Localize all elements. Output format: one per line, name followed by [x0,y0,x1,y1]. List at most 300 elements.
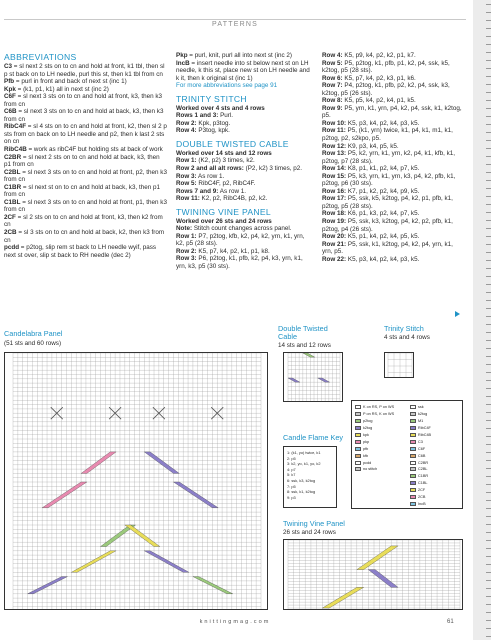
abbreviation-term: pcdd [4,244,20,252]
candelabra-title: Candelabra Panel [4,329,63,338]
ruler-tick [486,204,491,205]
abbreviation-term: Pkp [176,52,188,59]
key-entry [355,445,394,452]
key-swatch [410,426,416,430]
ruler-tick [486,244,491,245]
key-label: IncB [418,501,426,506]
row-label: Row 16: [322,187,347,195]
abbreviation-item [4,199,167,214]
ruler-tick [486,324,491,325]
key-entry [410,404,431,411]
ruler-tick [486,372,491,373]
abbreviation-term: C1BR [4,183,22,191]
twisted-chart-title: Double Twisted Cable [278,324,328,342]
row-text: As row 1. [218,187,246,195]
key-label: C6B [418,453,426,458]
cable-stitch [288,378,300,382]
abbreviation-item [4,93,167,108]
row-label: Row 10: [322,119,347,127]
ruler-tick [486,596,491,597]
key-label: C6F [418,446,426,451]
key-label: pfb [363,446,369,451]
page-edge-ruler [473,0,491,640]
twisted-grid [284,353,343,402]
ruler-tick [486,436,491,437]
ruler-tick [486,412,491,413]
pattern-row [176,120,313,128]
ruler-tick [486,604,491,605]
ruler-tick [486,356,491,357]
candle-note: 3: k2, yo, k1, yo, k2 [287,461,321,467]
key-swatch [355,412,361,416]
ruler-tick [486,156,491,157]
ruler-tick [486,116,491,117]
abbreviation-def: = purl in front and back of next st (inc 1) [14,78,127,86]
pattern-row [322,188,464,196]
ruler-tick [486,396,491,397]
pattern-row [322,105,464,120]
more-abbreviations-link[interactable]: For more abbreviations see page 91 [176,82,278,90]
abbreviation-item [4,123,167,146]
ruler-tick [486,148,491,149]
ruler-tick [486,4,491,5]
key-entry [355,411,394,418]
ruler-tick [486,492,491,493]
key-label: K on RS, P on WS [363,405,395,410]
pattern-row [322,60,464,75]
ruler-tick [486,340,491,341]
key-swatch [410,440,416,444]
abbreviation-item [4,63,167,78]
ruler-tick [486,332,491,333]
ruler-tick [486,84,491,85]
candle-note: 2: p5 [287,455,296,461]
row-text: K5, p7, k4, p2, k1, p1, k8. [196,247,270,255]
key-entry [355,404,394,411]
ruler-tick [486,276,491,277]
ruler-tick [486,364,491,365]
twining-chart-title: Twining Vine Panel [283,519,345,528]
ruler-tick [486,308,491,309]
ruler-tick [486,284,491,285]
abbreviation-def: = sl next 2 sts on to cn and hold at back, k3, then p1 from cn [4,153,160,169]
key-entry [355,418,394,425]
candle-note: 9: p3 [287,494,296,500]
ruler-tick [486,12,491,13]
abbreviation-term: C6F [4,93,16,101]
abbreviation-def: = (k1, p1, k1) all in next st (inc 2) [15,85,109,93]
cable-stitch [81,452,116,474]
key-entry [410,418,431,425]
ruler-tick [486,172,491,173]
ruler-tick [486,92,491,93]
row-text: K5, p3, k4, p2, k4, p3, k5. [346,255,420,263]
candelabra-chart [4,352,268,610]
ruler-tick [486,268,491,269]
pattern-row [176,255,313,270]
abbreviation-def: = sl next 2 sts on to cn and hold at front, k1 tbl, then sl p st back on to LH needle, purl this st, then k1 tbl from cn [4,63,165,78]
row-text: P5, (k1, yrn) twice, k1, p4, k1, m1, k1, p2tog, p2, s2kpo, p5. [322,127,453,143]
row-text: P4, p2tog, k1, pfb, p2, k2, p4, ssk, k3, k2tog, p5 (26 sts). [322,82,450,97]
key-swatch [355,467,361,471]
row-text: Purl. [218,112,234,120]
row-label: Row 4: [176,127,197,135]
row-text: K2, p2, RibC4B, p2, k2. [199,195,268,203]
pattern-row [322,210,464,218]
twining-heading: TWINING VINE PANEL [176,206,272,217]
key-label: M1 [418,419,424,424]
key-label: RibC4F [418,426,431,431]
row-label: Row 3: [176,255,197,263]
row-label: Row 5: [322,59,343,67]
row-text: Kpk, p3tog. [196,119,231,127]
key-entry [355,466,394,473]
key-entry [355,459,394,466]
row-label: Row 1: [176,232,197,240]
middle-column [176,52,313,271]
abbreviation-item [4,78,167,86]
abbreviation-term: Kpk [4,85,16,93]
abbreviation-def: = sl next st on to cn and hold at back, k3, then p1 from cn [4,183,160,199]
twining-chart-sub: 26 sts and 24 rows [283,529,336,536]
twisted-chart-sub: 14 sts and 12 rows [278,342,331,349]
pattern-row [322,127,464,142]
row-label: Row 9: [322,104,343,112]
row-text: P5, ssk, k5, k2tog, p4, k2, p1, pfb, k1, p2tog, p5 (28 sts). [322,195,453,210]
key-entry [410,445,431,452]
row-text: K6, p1, k3, p2, k4, p7, k5. [346,210,420,218]
ruler-tick [486,572,491,573]
row-label: Row 19: [322,218,347,226]
pattern-row [176,165,313,173]
abbreviation-item [176,52,313,60]
row-label: Row 22: [322,255,347,263]
abbreviation-item [176,60,313,83]
ruler-tick [486,612,491,613]
cable-stitch [303,353,315,357]
ruler-tick [486,636,491,637]
row-text: K5, p7, k4, p2, k3, p1, k6. [342,74,416,82]
pattern-row [322,82,464,97]
row-label: Row 8: [322,97,343,105]
key-label: C2BR [418,460,429,465]
candle-key-box [283,446,337,508]
row-text: K5, p1, k4, p2, k4, p5, k5. [346,233,420,241]
row-label: Row 5: [176,180,197,188]
ruler-tick [486,556,491,557]
pattern-row [322,256,464,264]
pattern-row [176,173,313,181]
pattern-row [322,218,464,233]
pattern-row [176,157,313,165]
twisted-chart [283,352,343,402]
abbreviation-def: = work as ribC4F but holding sts at back of work [26,146,163,154]
ruler-tick [486,484,491,485]
ruler-tick [486,180,491,181]
key-entry [410,438,431,445]
key-entry [410,494,431,501]
key-swatch [410,405,416,409]
row-text: (K2, p2) 3 times, k2. [196,157,255,165]
key-label: k2tog [363,426,373,431]
trinity-chart-title: Trinity Stitch [384,324,424,333]
key-swatch [410,419,416,423]
abbreviation-def: = purl, knit, purl all into next st (inc 2) [187,52,293,59]
abbreviation-term: C1BL [4,198,21,206]
twining-chart [283,539,463,610]
abbreviation-item [4,214,167,229]
row-label: Row 20: [322,233,347,241]
pattern-row [322,52,464,60]
twining-grid [284,540,463,610]
key-swatch [410,467,416,471]
ruler-tick [486,20,491,21]
key-swatch [355,426,361,430]
row-text: P5, ssk, k3, k2tog, p4, k2, p2, pfb, k1, p2tog, p4 (26 sts). [322,218,453,233]
key-swatch [355,405,361,409]
key-label: C3 [418,439,423,444]
key-label: 2CF [418,488,426,493]
twisted-lead: Worked over 14 sts and 12 rows [176,149,272,157]
key-swatch [410,412,416,416]
pattern-row [176,112,313,120]
ruler-tick [486,228,491,229]
abbreviation-def: = sl next 3 sts on to cn and hold at front, p2, then k3 from cn [4,168,167,184]
pattern-row [176,127,313,135]
abbreviation-item [4,108,167,123]
key-entry [410,432,431,439]
ruler-tick [486,260,491,261]
ruler-tick [486,524,491,525]
key-entry [410,425,431,432]
candelabra-grid [5,353,268,610]
ruler-tick [486,140,491,141]
ruler-tick [486,196,491,197]
cable-stitch [71,551,116,573]
abbreviation-def: = sl 2 sts on to cn and hold at front, k3, then k2 from cn [4,213,163,229]
row-label: Rows 1 and 3: [176,112,219,120]
key-label: no stitch [363,467,378,472]
ruler-tick [486,68,491,69]
abbreviation-def: = sl 4 sts on to cn and hold at front, k2, then sl 2 p sts from cn back on to LH needle and p2, then k last 2 sts on cn [4,123,167,146]
trinity-chart-sub: 4 sts and 4 rows [384,334,430,341]
ruler-tick [486,44,491,45]
key-swatch [410,488,416,492]
twisted-heading: DOUBLE TWISTED CABLE [176,138,289,149]
row-text: As row 1. [196,172,225,180]
key-entry [410,466,431,473]
row-text: K5, p3, k4, p2, k4, p3, k5. [346,119,420,127]
key-label: P on RS, K on WS [363,412,395,417]
ruler-tick [486,252,491,253]
key-entry [410,459,431,466]
key-swatch [410,502,416,506]
key-entry [410,473,431,480]
abbreviations-heading: ABBREVIATIONS [4,52,77,62]
row-text: K5, p9, k4, p2, k2, p1, k7. [342,52,416,59]
ruler-tick [486,420,491,421]
ruler-tick [486,52,491,53]
abbreviation-term: 2CF [4,213,16,221]
ruler-tick [486,500,491,501]
key-entry [410,452,431,459]
ruler-tick [486,164,491,165]
row-label: Row 1: [176,157,197,165]
key-entry [355,438,394,445]
key-swatch [355,454,361,458]
trinity-lead: Worked over 4 sts and 4 rows [176,104,265,112]
abbreviation-term: RibC4B [4,146,27,154]
abbreviation-def: = sl next 3 sts on to cn and hold at front, k3, then k3 from cn [4,93,163,108]
ruler-tick [486,124,491,125]
key-label: ssk [418,405,424,410]
key-label: kpk [363,433,369,437]
section-header: PATTERNS [0,13,470,31]
row-label: Row 18: [322,210,347,218]
ruler-tick [486,468,491,469]
key-label: pcdd [363,460,372,465]
candle-note: 4: p7 [287,466,296,472]
row-label: Row 2: [176,247,197,255]
ruler-tick [486,476,491,477]
cable-stitch [318,378,330,382]
ruler-tick [486,564,491,565]
pattern-row [176,248,313,256]
key-label: k2tog [418,412,428,417]
trinity-grid [385,353,414,378]
candle-note: 7: p5 [287,483,296,489]
row-label: Row 6: [322,74,343,82]
abbreviation-item [4,244,167,259]
pattern-row [322,241,464,256]
ruler-tick [486,532,491,533]
pattern-row [322,75,464,83]
ruler-tick [486,212,491,213]
abbreviation-def: = sl next 3 sts on to cn and hold at front, p1, then k3 from cn [4,198,167,214]
row-label: Rows 7 and 9: [176,187,219,195]
abbreviation-term: C3 [4,63,13,70]
row-text: P5, p2tog, k1, pfb, p1, k2, p4, ssk, k5, k2tog, p5 (28 sts). [322,59,450,75]
ruler-tick [486,60,491,61]
pattern-row [176,233,313,248]
row-label: Row 15: [322,172,347,180]
pattern-row [322,150,464,165]
ruler-tick [486,348,491,349]
key-label: 2CB [418,495,426,500]
site-footer: knittingmag.com [199,619,271,625]
row-label: Row 17: [322,195,347,203]
row-text: P5, k2, yrn, k1, yrn, k2, p4, k1, kfb, k1, p2tog, p7 (28 sts). [322,150,455,165]
candle-note: 8: ssk, k1, k2tog [287,489,316,495]
page-number: 61 [447,619,454,625]
abbreviation-term: IncB [176,59,190,67]
key-label: C2BL [418,467,428,472]
pattern-row [322,173,464,188]
cable-stitch [144,452,179,474]
ruler-tick [486,100,491,101]
ruler-tick [486,316,491,317]
key-swatch [355,419,361,423]
row-text: K8, p1, k1, p2, k4, p7, k5. [346,165,420,173]
key-swatch [355,440,361,444]
key-entry [410,480,431,487]
trinity-heading: TRINITY STITCH [176,93,247,104]
key-entry [355,452,394,459]
pattern-row [322,97,464,105]
abbreviation-item [4,229,167,244]
abbreviation-item [4,154,167,169]
key-entry [355,432,394,439]
key-entry [355,425,394,432]
row-text: K7, p1, k2, p2, k4, p9, k5. [346,187,420,195]
ruler-tick [486,404,491,405]
row-label: Row 11: [176,195,200,203]
pattern-row [176,195,313,203]
row-text: P5, ssk, k1, k2tog, p4, k2, p4, yrn, k1, yrn, p5. [322,240,453,256]
ruler-tick [486,36,491,37]
pattern-row [322,143,464,151]
abbreviation-def: = p2tog, slip rem st back to LH needle wyif, pass next st over, slip st back to RH needle (dec 2) [4,244,157,259]
candle-note: 1: (k1, yo) twice, k1 [287,450,321,455]
ruler-tick [486,620,491,621]
abbreviation-term: RibC4F [4,123,27,131]
right-column [322,52,464,263]
ruler-tick [486,28,491,29]
ruler-tick [486,300,491,301]
pattern-row [322,195,464,210]
ruler-tick [486,76,491,77]
ruler-tick [486,444,491,445]
row-text: P5, k3, yrn, k1, yrn, k3, p4, k2, pfb, k1, p2tog, p6 (30 sts). [322,172,456,188]
key-swatch [410,433,416,437]
abbreviation-item [4,146,167,154]
ruler-tick [486,388,491,389]
key-swatch [410,454,416,458]
ruler-tick [486,428,491,429]
candle-note: 6: ssk, k3, k2tog [287,477,316,483]
trinity-chart [384,352,414,378]
key-swatch [355,447,361,451]
stitch-key [351,400,463,509]
key-entry [410,500,431,507]
row-text: P7, p2tog, kfb, k2, p4, k2, yrn, k1, yrn, k2, p5 (28 sts). [176,232,305,248]
ruler-tick [486,580,491,581]
pattern-row [322,120,464,128]
row-label: Row 13: [322,150,347,158]
row-label: Row 21: [322,240,347,248]
row-text: (P2, k2) 3 times, p2. [243,165,302,173]
ruler-tick [486,188,491,189]
cable-stitch [144,551,189,573]
ruler-tick [486,132,491,133]
ruler-tick [486,380,491,381]
ruler-tick [486,588,491,589]
key-label: kfb [363,453,369,458]
ruler-tick [486,108,491,109]
row-text: K9, p3, k4, p5, k5. [346,142,399,150]
row-text: P3tog, kpk. [196,127,230,135]
ruler-tick [486,628,491,629]
ruler-tick [486,460,491,461]
ruler-tick [486,292,491,293]
abbreviations-column [4,52,167,259]
cable-stitch [125,525,160,547]
key-label: pkp [363,439,370,444]
pattern-row [176,188,313,196]
ruler-tick [486,508,491,509]
key-label: C1BL [418,481,428,486]
ruler-tick [486,236,491,237]
